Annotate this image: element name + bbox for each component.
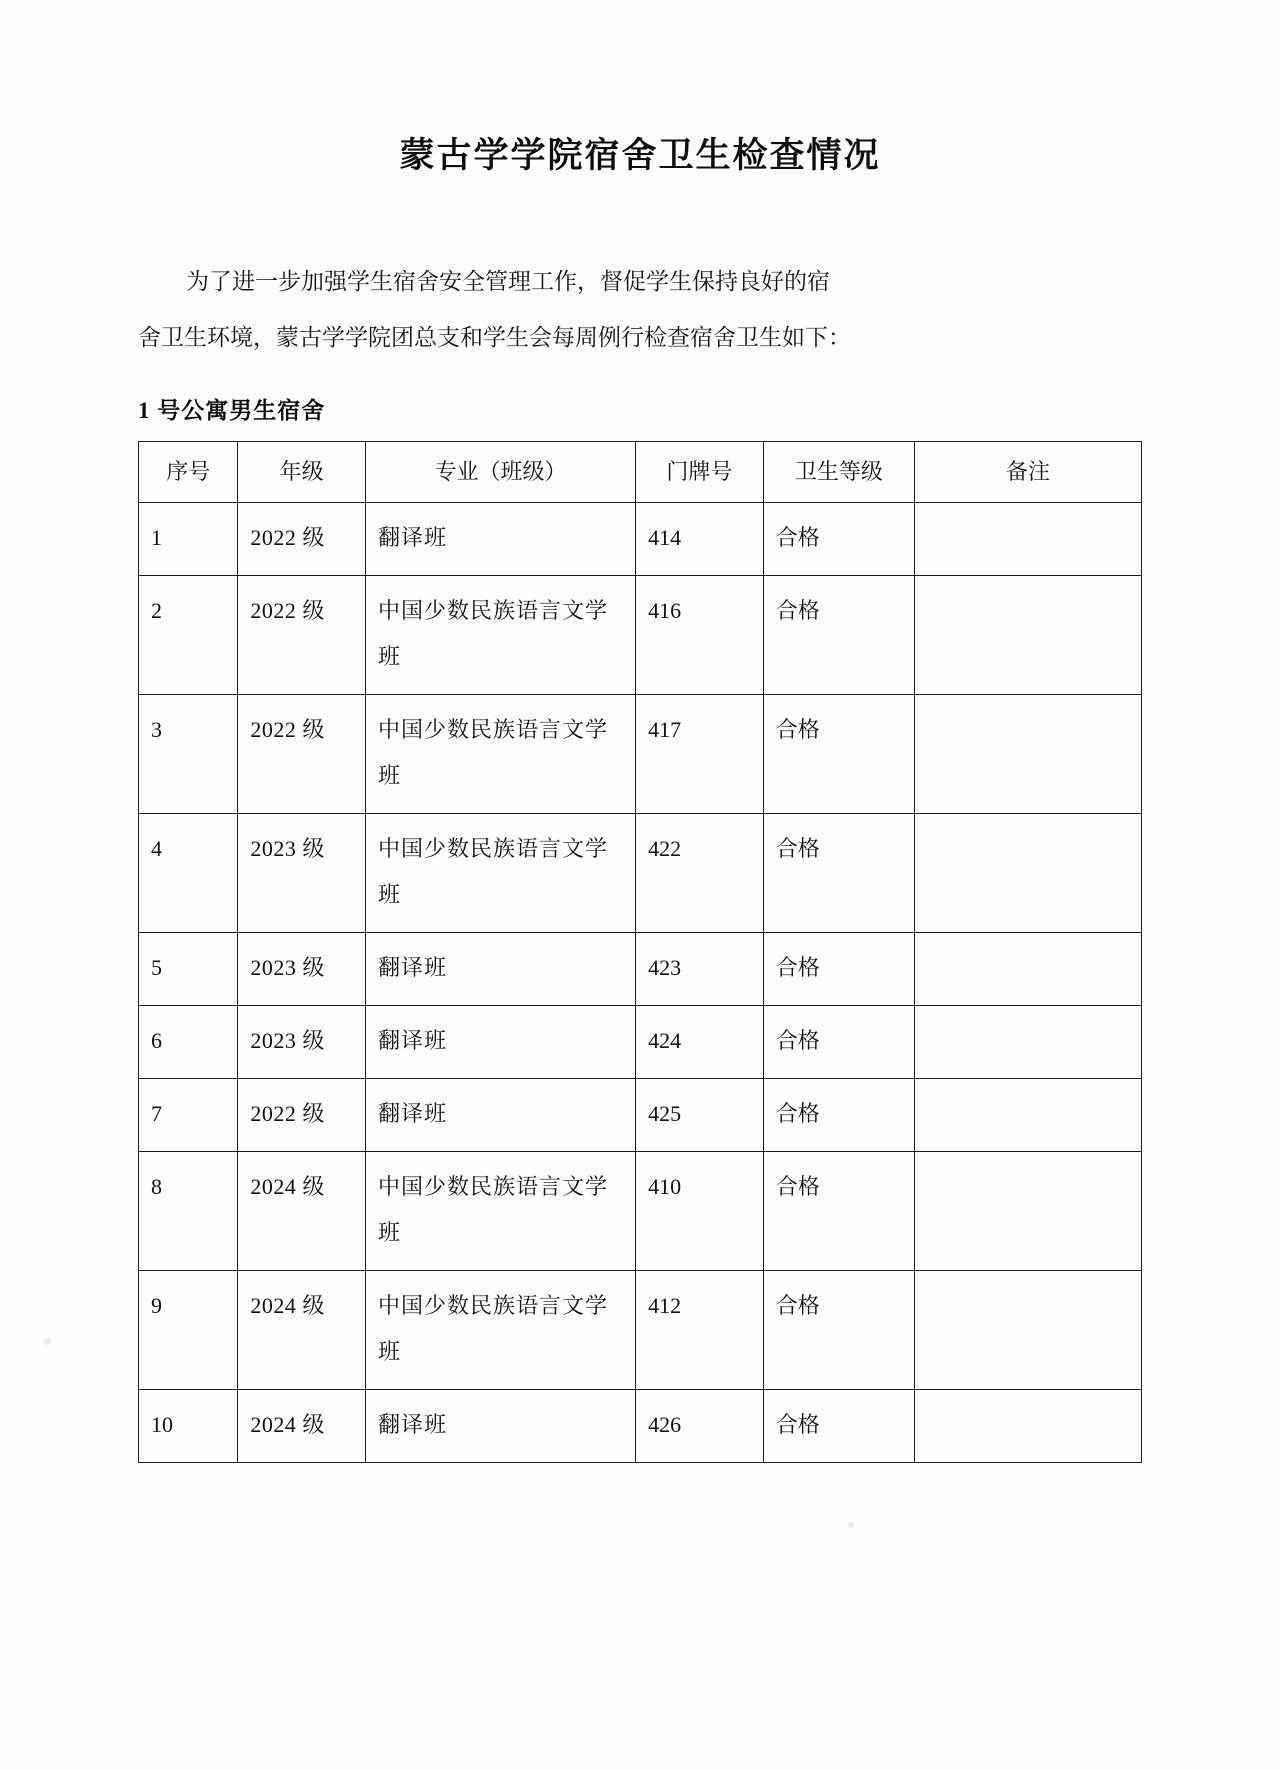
section-heading: 1 号公寓男生宿舍 — [138, 398, 326, 423]
cell-grade: 2022 级 — [238, 503, 366, 576]
cell-grade: 2023 级 — [238, 933, 366, 1006]
table-row — [139, 814, 1142, 933]
cell-level: 合格 — [763, 814, 914, 933]
column-header-index: 序号 — [139, 442, 238, 503]
cell-grade: 2024 级 — [238, 1390, 366, 1463]
cell-grade: 2023 级 — [238, 1006, 366, 1079]
cell-note — [915, 695, 1142, 814]
intro-paragraph — [0, 254, 1280, 366]
cell-grade: 2022 级 — [238, 576, 366, 695]
cell-major: 翻译班 — [365, 1079, 635, 1152]
cell-grade: 2024 级 — [238, 1271, 366, 1390]
cell-index: 7 — [139, 1079, 238, 1152]
cell-note — [915, 933, 1142, 1006]
cell-level: 合格 — [763, 1079, 914, 1152]
cell-level: 合格 — [763, 1390, 914, 1463]
cell-room: 426 — [636, 1390, 764, 1463]
cell-grade: 2023 级 — [238, 814, 366, 933]
cell-grade: 2024 级 — [238, 1152, 366, 1271]
table-row — [139, 1152, 1142, 1271]
cell-room: 412 — [636, 1271, 764, 1390]
cell-room: 414 — [636, 503, 764, 576]
cell-grade: 2022 级 — [238, 1079, 366, 1152]
table-header-row — [139, 442, 1142, 503]
cell-index: 1 — [139, 503, 238, 576]
cell-index: 8 — [139, 1152, 238, 1271]
cell-room: 422 — [636, 814, 764, 933]
cell-room: 416 — [636, 576, 764, 695]
table-row — [139, 695, 1142, 814]
cell-major: 中国少数民族语言文学班 — [365, 814, 635, 933]
cell-level: 合格 — [763, 1006, 914, 1079]
cell-index: 10 — [139, 1390, 238, 1463]
cell-major: 翻译班 — [365, 503, 635, 576]
cell-note — [915, 1079, 1142, 1152]
cell-index: 9 — [139, 1271, 238, 1390]
cell-note — [915, 1271, 1142, 1390]
cell-major: 中国少数民族语言文学班 — [365, 576, 635, 695]
column-header-grade: 年级 — [238, 442, 366, 503]
intro-line-1: 为了进一步加强学生宿舍安全管理工作，督促学生保持良好的宿 — [186, 269, 830, 294]
cell-room: 424 — [636, 1006, 764, 1079]
cell-room: 425 — [636, 1079, 764, 1152]
cell-level: 合格 — [763, 933, 914, 1006]
column-header-room: 门牌号 — [636, 442, 764, 503]
dorm-inspection-table — [138, 441, 1142, 1463]
table-row — [139, 503, 1142, 576]
column-header-level: 卫生等级 — [763, 442, 914, 503]
cell-major: 中国少数民族语言文学班 — [365, 1271, 635, 1390]
table-row — [139, 1390, 1142, 1463]
cell-level: 合格 — [763, 1152, 914, 1271]
cell-room: 417 — [636, 695, 764, 814]
cell-room: 410 — [636, 1152, 764, 1271]
cell-index: 5 — [139, 933, 238, 1006]
cell-note — [915, 1390, 1142, 1463]
cell-major: 中国少数民族语言文学班 — [365, 695, 635, 814]
table-row — [139, 933, 1142, 1006]
cell-note — [915, 503, 1142, 576]
cell-level: 合格 — [763, 576, 914, 695]
scan-speck — [848, 1522, 854, 1528]
cell-index: 6 — [139, 1006, 238, 1079]
table-row — [139, 1271, 1142, 1390]
intro-line-2: 舍卫生环境，蒙古学学院团总支和学生会每周例行检查宿舍卫生如下： — [138, 325, 851, 350]
cell-major: 翻译班 — [365, 1390, 635, 1463]
column-header-major: 专业（班级） — [365, 442, 635, 503]
cell-index: 4 — [139, 814, 238, 933]
cell-grade: 2022 级 — [238, 695, 366, 814]
cell-note — [915, 1152, 1142, 1271]
table-row — [139, 576, 1142, 695]
cell-major: 中国少数民族语言文学班 — [365, 1152, 635, 1271]
cell-level: 合格 — [763, 695, 914, 814]
cell-room: 423 — [636, 933, 764, 1006]
cell-note — [915, 576, 1142, 695]
column-header-note: 备注 — [915, 442, 1142, 503]
cell-major: 翻译班 — [365, 1006, 635, 1079]
cell-level: 合格 — [763, 1271, 914, 1390]
cell-major: 翻译班 — [365, 933, 635, 1006]
table-container — [0, 441, 1280, 1463]
table-row — [139, 1006, 1142, 1079]
scan-speck — [44, 1338, 51, 1345]
cell-note — [915, 1006, 1142, 1079]
cell-index: 2 — [139, 576, 238, 695]
cell-level: 合格 — [763, 503, 914, 576]
cell-index: 3 — [139, 695, 238, 814]
cell-note — [915, 814, 1142, 933]
page-title: 蒙古学学院宿舍卫生检查情况 — [399, 136, 881, 175]
table-row — [139, 1079, 1142, 1152]
